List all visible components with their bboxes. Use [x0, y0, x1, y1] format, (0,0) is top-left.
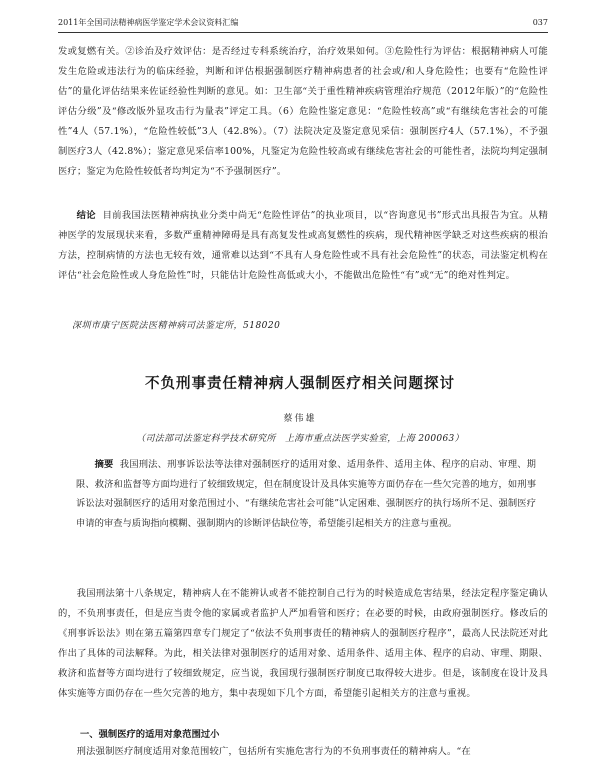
conclusion-text: 目前我国法医精神病执业分类中尚无“危险性评估”的执业项目，以“咨询意见书”形式出具报告为宜。从精神医学的发展现状来看，多数严重精神障碍是具有高复发性或高复燃性的疾病，现代精神医学缺乏对这些疾病的根治方法，控制病情的方法也无较有效，通常难以达到“不具有人身危险性或不具有社会危险性”的状态，司法鉴定机构在评估“社会危险性或人身危险性”时，只能估计危险性高低或大小，不能做出危险性“有”或“无”的绝对性判定。 — [58, 210, 548, 281]
conclusion-label: 结论 — [76, 210, 96, 221]
article-title: 不负刑事责任精神病人强制医疗相关问题探讨 — [145, 376, 455, 392]
running-header — [58, 14, 548, 33]
prev-article-affiliation: 深圳市康宁医院法医精神病司法鉴定所，518020 — [72, 321, 281, 331]
page-number: 037 — [532, 18, 548, 27]
journal-name: 2011年全国司法精神病医学鉴定学术会议资料汇编 — [58, 18, 239, 27]
prev-article-paragraph: 发或复燃有关。②诊治及疗效评估：是否经过专科系统治疗，治疗效果如何。③危险性行为评估：根据精神病人可能发生危险或违法行为的临床经验，判断和评估根据强制医疗精神病患者的社会或/和人身危险性；也要有“危险性评估”的量化评估结果来佐证经验性判断的意见。如：卫生部“关于重性精神疾病管理治疗规范（2012年版）”的“危险性评估分级”及“修改版外显攻击行为量表”评定工具。（6）危险性鉴定意见：“危险性较高”或“有继续危害社会的可能性”4人（57.1%），“危险性较低”3人（42.8%）。（7）法院决定及鉴定意见采信：强制医疗4人（57.1%），不予强制医疗3人（42.8%）；鉴定意见采信率100%，凡鉴定为危险性较高或有继续危害社会的可能性者，法院均判定强制医疗；鉴定为危险性较低者均判定为“不予强制医疗”。 — [58, 46, 548, 177]
article-abstract — [76, 455, 536, 533]
prev-article-conclusion — [58, 206, 548, 286]
section-heading: 一、强制医疗的适用对象范围过小 — [80, 729, 220, 740]
section-paragraph: 刑法强制医疗制度适用对象范围较广，包括所有实施危害行为的不负刑事责任的精神病人。“在 — [76, 746, 471, 757]
abstract-label: 摘要 — [94, 459, 114, 470]
article-intro-paragraph: 我国刑法第十八条规定，精神病人在不能辨认或者不能控制自己行为的时候造成危害结果，经法定程序鉴定确认的，不负刑事责任，但是应当责令他的家属或者监护人严加看管和医疗；在必要的时候，由政府强制医疗。修改后的《刑事诉讼法》则在第五篇第四章专门规定了“依法不负刑事责任的精神病人的强制医疗程序”，最高人民法院还对此作出了具体的司法解释。为此，相关法律对强制医疗的适用对象、适用条件、适用主体、程序的启动、审理、期限、救济和监督等方面均进行了较细致规定，应当说，我国现行强制医疗制度已取得较大进步。但是，该制度在设计及具体实施等方面仍存在一些欠完善的地方，集中表现如下几个方面，希望能引起相关方的注意与重视。 — [58, 588, 548, 699]
article-author: 蔡伟雄 — [283, 414, 317, 424]
abstract-text: 我国刑法、刑事诉讼法等法律对强制医疗的适用对象、适用条件、适用主体、程序的启动、审理、期限、救济和监督等方面均进行了较细致规定，但在制度设计及具体实施等方面仍存在一些欠完善的地方，如刑事诉讼法对强制医疗的适用对象范围过小、“有继续危害社会可能”认定困难、强制医疗的执行场所不足、强制医疗申请的审查与质询指向模糊、强制期内的诊断评估缺位等，希望能引起相关方的注意与重视。 — [76, 459, 536, 529]
article-affiliation: （司法部司法鉴定科学技术研究所 上海市重点法医学实验室，上海 200063） — [136, 434, 464, 444]
